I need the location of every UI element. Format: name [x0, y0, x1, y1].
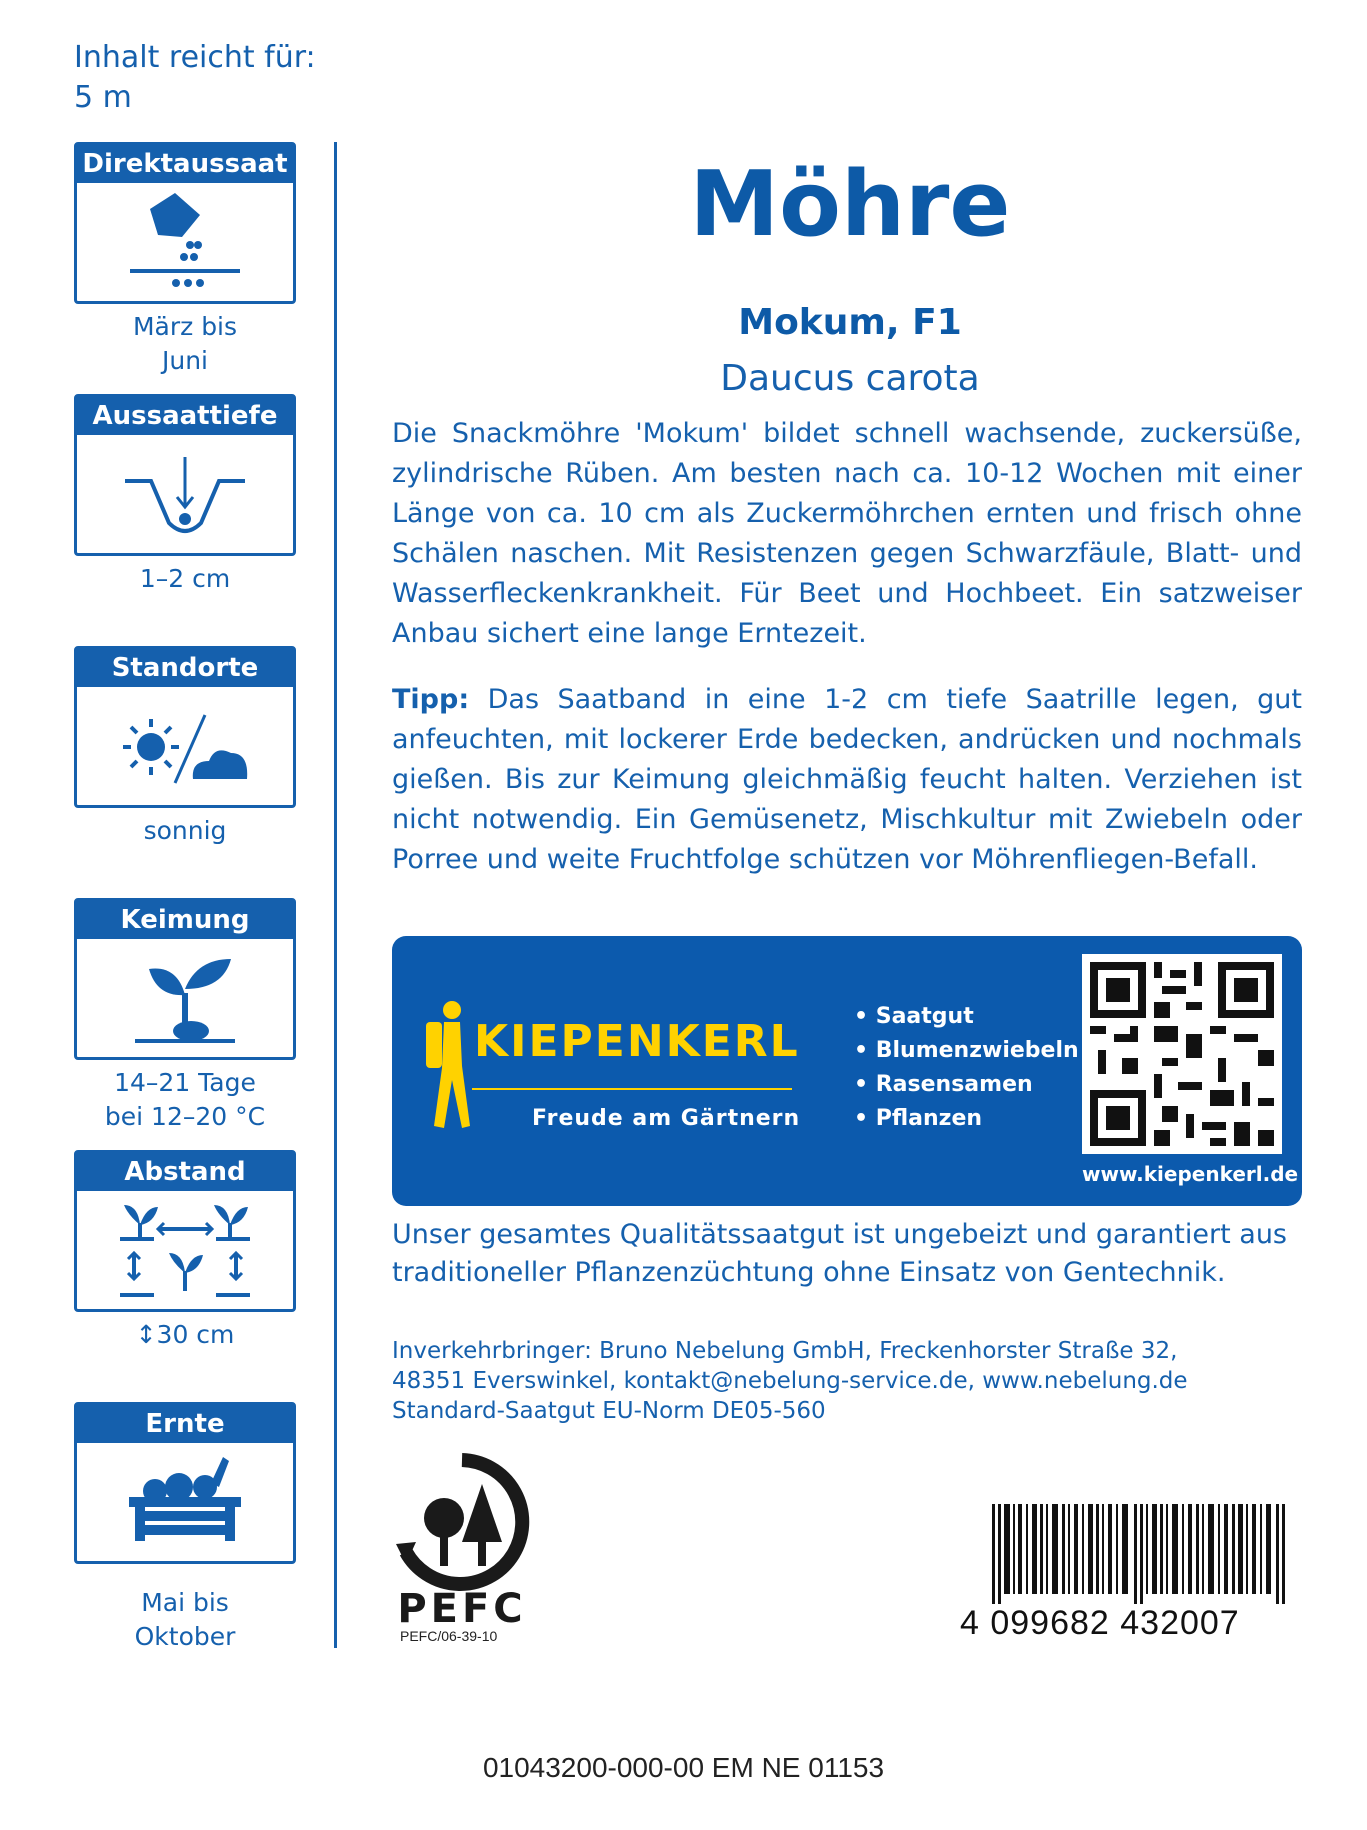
list-item: • Pflanzen — [854, 1102, 1079, 1136]
plant-spacing-icon — [110, 1195, 260, 1307]
brand-underline — [472, 1088, 792, 1090]
tipp-text: Das Saatband in eine 1-2 cm tiefe Saatrille legen, gut anfeuchten, mit lockerer Erde bedecken, andrücken und nochmals gießen. Bis zur Keimung gleichmäßig feucht halten. Verziehen ist nicht notwendig. Ein Gemüsenetz, Mischkultur mit Zwiebeln oder Porree und weite Fruchtfolge schützen vor Möhrenfliegen-Befall. — [392, 684, 1302, 875]
quality-note: Unser gesamtes Qualitätssaatgut ist ungebeizt und garantiert aus traditioneller Pflanzenzüchtung ohne Einsatz von Gentechnik. — [392, 1219, 1287, 1288]
pictogram-standorte — [74, 646, 296, 808]
pictogram-label-aussaattiefe: 1–2 cm — [139, 564, 231, 593]
product-variety: Mokum, F1 — [738, 302, 962, 343]
content-info-line2: 5 m — [74, 80, 132, 115]
barcode-number: 4 099682 432007 — [960, 1604, 1240, 1642]
kiepenkerl-banner — [392, 936, 1302, 1206]
pictogram-title: Abstand — [77, 1153, 293, 1191]
distributor-line2: 48351 Everswinkel, kontakt@nebelung-service.de, www.nebelung.de — [392, 1368, 1188, 1394]
pictogram-direktaussaat — [74, 142, 296, 304]
distributor-line1: Inverkehrbringer: Bruno Nebelung GmbH, Freckenhorster Straße 32, — [392, 1338, 1178, 1364]
column-divider — [334, 142, 337, 1648]
seed-pouring-icon — [120, 187, 250, 299]
hiker-logo-icon — [422, 996, 474, 1146]
pefc-logo — [392, 1452, 532, 1628]
pictogram-keimung — [74, 898, 296, 1060]
pictogram-title: Standorte — [77, 649, 293, 687]
website-url: www.kiepenkerl.de — [1082, 1162, 1299, 1186]
pefc-code: PEFC/06-39-10 — [400, 1628, 498, 1644]
product-latin-name: Daucus carota — [720, 358, 980, 399]
distributor-info — [392, 1336, 1188, 1426]
seedling-icon — [115, 943, 255, 1055]
product-description: Die Snackmöhre 'Mokum' bildet schnell wachsende, zuckersüße, zylindrische Rüben. Am besten nach ca. 10-12 Wochen mit einer Länge von ca. 10 cm als Zuckermöhrchen ernten und frisch ohne Schälen naschen. Mit Resistenzen gegen Schwarzfäule, Blatt- und Wasserfleckenkrankheit. Für Beet und Hochbeet. Ein satzweiser Anbau sichert eine lange Erntezeit. — [392, 418, 1302, 649]
product-category-list — [854, 1000, 1079, 1136]
pictogram-label-abstand: ↕30 cm — [135, 1320, 235, 1349]
distributor-line3: Standard-Saatgut EU-Norm DE05-560 — [392, 1398, 826, 1424]
pictogram-title: Direktaussaat — [77, 145, 293, 183]
brand-name: KIEPENKERL — [474, 1016, 800, 1067]
pictogram-aussaattiefe — [74, 394, 296, 556]
tipp-paragraph — [392, 680, 1302, 880]
pictogram-abstand — [74, 1150, 296, 1312]
tipp-label: Tipp: — [392, 684, 470, 715]
content-info — [74, 38, 316, 118]
pictogram-title: Ernte — [77, 1405, 293, 1443]
harvest-crate-icon — [115, 1447, 255, 1559]
pictogram-label-ernte: Mai bis Oktober — [134, 1588, 236, 1651]
pictogram-title: Keimung — [77, 901, 293, 939]
sowing-depth-icon — [115, 439, 255, 551]
list-item: • Rasensamen — [854, 1068, 1079, 1102]
pictogram-ernte — [74, 1402, 296, 1564]
pictogram-label-direktaussaat: März bis Juni — [132, 312, 238, 375]
list-item: • Saatgut — [854, 1000, 1079, 1034]
pefc-logo-text: PEFC — [397, 1586, 527, 1628]
barcode — [992, 1504, 1288, 1604]
brand-slogan: Freude am Gärtnern — [532, 1106, 801, 1131]
pictogram-label-standorte: sonnig — [143, 816, 227, 845]
content-info-line1: Inhalt reicht für: — [74, 40, 316, 75]
qr-code-icon — [1082, 954, 1282, 1154]
product-name: Möhre — [689, 152, 1011, 257]
pictogram-label-keimung: 14–21 Tage bei 12–20 °C — [104, 1068, 266, 1131]
list-item: • Blumenzwiebeln — [854, 1034, 1079, 1068]
footer-code: 01043200-000-00 EM NE 01153 — [482, 1752, 885, 1783]
qr-code — [1082, 954, 1282, 1154]
sun-cloud-icon — [115, 691, 255, 803]
pictogram-title: Aussaattiefe — [77, 397, 293, 435]
